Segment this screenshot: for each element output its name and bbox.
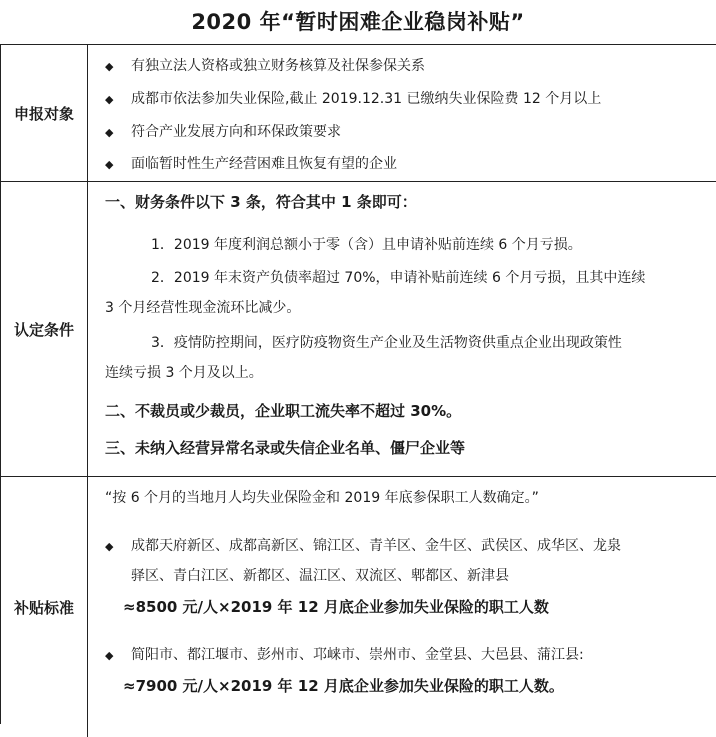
criteria-condition-1: 1．2019 年度利润总额小于零（含）且申请补贴前连续 6 个月亏损。 bbox=[151, 237, 582, 253]
diamond-bullet-icon: ◆ bbox=[105, 93, 114, 106]
criteria-condition-3-cont: 连续亏损 3 个月及以上。 bbox=[105, 365, 263, 381]
diamond-bullet-icon: ◆ bbox=[105, 540, 114, 553]
page-title: 2020 年“暂时困难企业稳岗补贴” bbox=[191, 10, 525, 34]
list-item: ◆ 面临暂时性生产经营困难且恢复有望的企业 bbox=[105, 156, 397, 172]
row-label-applicants: 申报对象 bbox=[1, 45, 88, 181]
standard-content bbox=[87, 477, 716, 737]
diamond-bullet-icon: ◆ bbox=[105, 60, 114, 73]
standard-intro: “按 6 个月的当地月人均失业保险金和 2019 年底参保职工人数确定。” bbox=[105, 490, 539, 506]
standard-formula-1: ≈8500 元/人×2019 年 12 月底企业参加失业保险的职工人数 bbox=[123, 598, 549, 616]
row-criteria bbox=[1, 182, 716, 477]
row-applicants bbox=[1, 45, 716, 182]
row-standard bbox=[1, 477, 716, 737]
standard-group-1-cont: 驿区、青白江区、新都区、温江区、双流区、郫都区、新津县 bbox=[131, 568, 509, 584]
applicants-content bbox=[87, 45, 716, 181]
row-label-standard: 补贴标准 bbox=[1, 477, 88, 737]
criteria-content bbox=[87, 182, 716, 476]
criteria-condition-2: 2．2019 年末资产负债率超过 70%，申请补贴前连续 6 个月亏损，且其中连续 bbox=[151, 270, 646, 286]
subsidy-table bbox=[0, 44, 716, 724]
list-item: ◆ 有独立法人资格或独立财务核算及社保参保关系 bbox=[105, 58, 425, 74]
standard-formula-2: ≈7900 元/人×2019 年 12 月底企业参加失业保险的职工人数。 bbox=[123, 677, 564, 695]
diamond-bullet-icon: ◆ bbox=[105, 649, 114, 662]
criteria-heading-2: 二、不裁员或少裁员，企业职工流失率不超过 30%。 bbox=[105, 402, 462, 420]
criteria-condition-2-cont: 3 个月经营性现金流环比减少。 bbox=[105, 300, 301, 316]
list-item: ◆ 符合产业发展方向和环保政策要求 bbox=[105, 124, 341, 140]
list-item: ◆ 成都市依法参加失业保险,截止 2019.12.31 已缴纳失业保险费 12 个月以上 bbox=[105, 91, 602, 107]
criteria-heading-3: 三、未纳入经营异常名录或失信企业名单、僵尸企业等 bbox=[105, 439, 466, 457]
diamond-bullet-icon: ◆ bbox=[105, 158, 114, 171]
diamond-bullet-icon: ◆ bbox=[105, 126, 114, 139]
row-label-criteria: 认定条件 bbox=[1, 182, 88, 476]
list-item: ◆ 成都天府新区、成都高新区、锦江区、青羊区、金牛区、武侯区、成华区、龙泉 bbox=[105, 538, 621, 554]
criteria-heading-1: 一、财务条件以下 3 条，符合其中 1 条即可： bbox=[105, 193, 417, 211]
list-item: ◆ 简阳市、都江堰市、彭州市、邛崃市、崇州市、金堂县、大邑县、蒲江县: bbox=[105, 647, 584, 663]
criteria-condition-3: 3．疫情防控期间，医疗防疫物资生产企业及生活物资供重点企业出现政策性 bbox=[151, 335, 622, 351]
